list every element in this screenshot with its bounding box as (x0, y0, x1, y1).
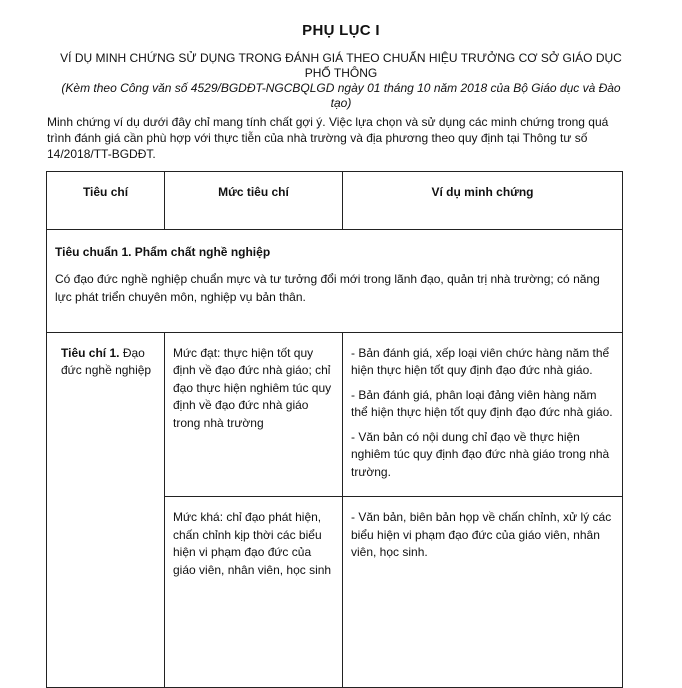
level-cell: Mức đạt: thực hiện tốt quy định về đạo đức nhà giáo; chỉ đạo thực hiện nghiêm túc quy định về đạo đức nhà giáo trong nhà trường (165, 332, 343, 497)
evidence-item: - Văn bản, biên bản họp về chấn chỉnh, xử lý các biểu hiện vi phạm đạo đức của giáo viên, nhân viên, học sinh. (351, 510, 612, 559)
evidence-item: - Bản đánh giá, phân loại đảng viên hàng năm thể hiện thực hiện tốt quy định đạo đức nhà giáo. (351, 387, 613, 419)
standard-description: Có đạo đức nghề nghiệp chuẩn mực và tư tưởng đổi mới trong lãnh đạo, quản trị nhà trường; có năng lực phát triển chuyên môn, nghiệp vụ bản thân. (55, 271, 600, 304)
evidence-cell (343, 332, 623, 497)
criterion-name: Đạo đức nghề nghiệp (61, 345, 152, 377)
document-subtitle: VÍ DỤ MINH CHỨNG SỬ DỤNG TRONG ĐÁNH GIÁ THEO CHUẨN HIỆU TRƯỞNG CƠ SỞ GIÁO DỤC PHỔ THÔNG (60, 51, 622, 80)
standard-title: Tiêu chuẩn 1. Phẩm chất nghề nghiệp (55, 245, 271, 259)
evidence-table (46, 171, 623, 688)
header-criterion: Tiêu chí (47, 172, 165, 230)
table-row (47, 332, 623, 497)
evidence-cell (343, 497, 623, 688)
header-evidence: Ví dụ minh chứng (343, 172, 623, 230)
evidence-item: - Văn bản có nội dung chỉ đạo về thực hiện nghiêm túc quy định đạo đức nhà giáo trong nhà trường. (351, 429, 610, 479)
header-level: Mức tiêu chí (165, 172, 343, 230)
standard-row (47, 230, 623, 333)
level-cell: Mức khá: chỉ đạo phát hiện, chấn chỉnh kịp thời các biểu hiện vi phạm đạo đức của giáo viên, nhân viên, học sinh (165, 497, 343, 688)
document-title: PHỤ LỤC I (302, 22, 380, 39)
table-header-row (47, 172, 623, 230)
document-note: (Kèm theo Công văn số 4529/BGDĐT-NGCBQLGD ngày 01 tháng 10 năm 2018 của Bộ Giáo dục và Đào tạo) (61, 81, 621, 110)
standard-cell (47, 230, 623, 333)
criterion-cell (47, 332, 165, 688)
evidence-item: - Bản đánh giá, xếp loại viên chức hàng năm thể hiện thực hiện tốt quy định đạo đức nhà giáo. (351, 345, 610, 377)
criterion-label: Tiêu chí 1. (61, 345, 120, 360)
intro-paragraph: Minh chứng ví dụ dưới đây chỉ mang tính chất gợi ý. Việc lựa chọn và sử dụng các minh chứng trong quá trình đánh giá cần phù hợp với thực tiễn của nhà trường và địa phương theo quy định tại Thông tư số 14/2018/TT-BGDĐT. (47, 115, 609, 161)
